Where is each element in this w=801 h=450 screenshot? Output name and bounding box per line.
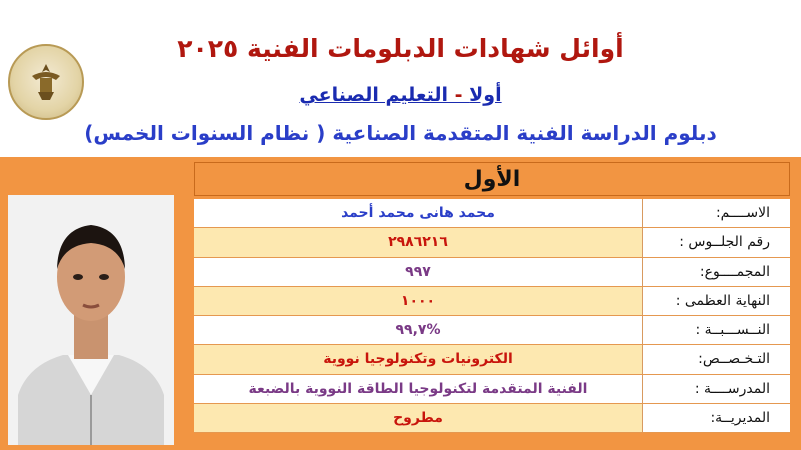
- student-name-label: الاســــم:: [642, 199, 790, 227]
- row-school: [194, 375, 790, 404]
- row-total: [194, 258, 790, 287]
- directorate-value: مطروح: [194, 404, 642, 432]
- page-title: أوائل شهادات الدبلومات الفنية ٢٠٢٥: [177, 34, 624, 63]
- percentage-value: %٩٩,٧: [194, 316, 642, 344]
- row-specialization: [194, 345, 790, 374]
- percentage-label: النــســـبــة :: [642, 316, 790, 344]
- student-photo: [8, 195, 174, 445]
- specialization-label: التـخـصــص:: [642, 345, 790, 373]
- total-label: المجمــــوع:: [642, 258, 790, 286]
- max-score-label: النهاية العظمى :: [642, 287, 790, 315]
- row-directorate: [194, 404, 790, 433]
- total-value: ٩٩٧: [194, 258, 642, 286]
- rank-label: الأول: [194, 162, 790, 196]
- student-name-value: محمد هانى محمد أحمد: [194, 199, 642, 227]
- row-name: [194, 199, 790, 228]
- student-portrait-icon: [8, 195, 174, 445]
- row-seat-number: [194, 228, 790, 257]
- section-sep: -: [448, 84, 470, 106]
- school-value: الفنية المتقدمة لتكنولوجيا الطاقة النووية بالضبعة: [194, 375, 642, 403]
- seat-number-value: ٢٩٨٦٢١٦: [194, 228, 642, 256]
- row-max-score: [194, 287, 790, 316]
- directorate-label: المديريــة:: [642, 404, 790, 432]
- row-percentage: [194, 316, 790, 345]
- max-score-value: ١٠٠٠: [194, 287, 642, 315]
- school-label: المدرســــة :: [642, 375, 790, 403]
- specialization-value: الكترونيات وتكنولوجيا نووية: [194, 345, 642, 373]
- section-name: التعليم الصناعي: [299, 84, 448, 106]
- section-first: أولا: [469, 84, 502, 106]
- diploma-subtitle: دبلوم الدراسة الفنية المتقدمة الصناعية ( نظام السنوات الخمس): [84, 121, 717, 145]
- section-heading: [0, 84, 801, 106]
- seat-number-label: رقم الجلــوس :: [642, 228, 790, 256]
- student-info-table: [194, 199, 790, 433]
